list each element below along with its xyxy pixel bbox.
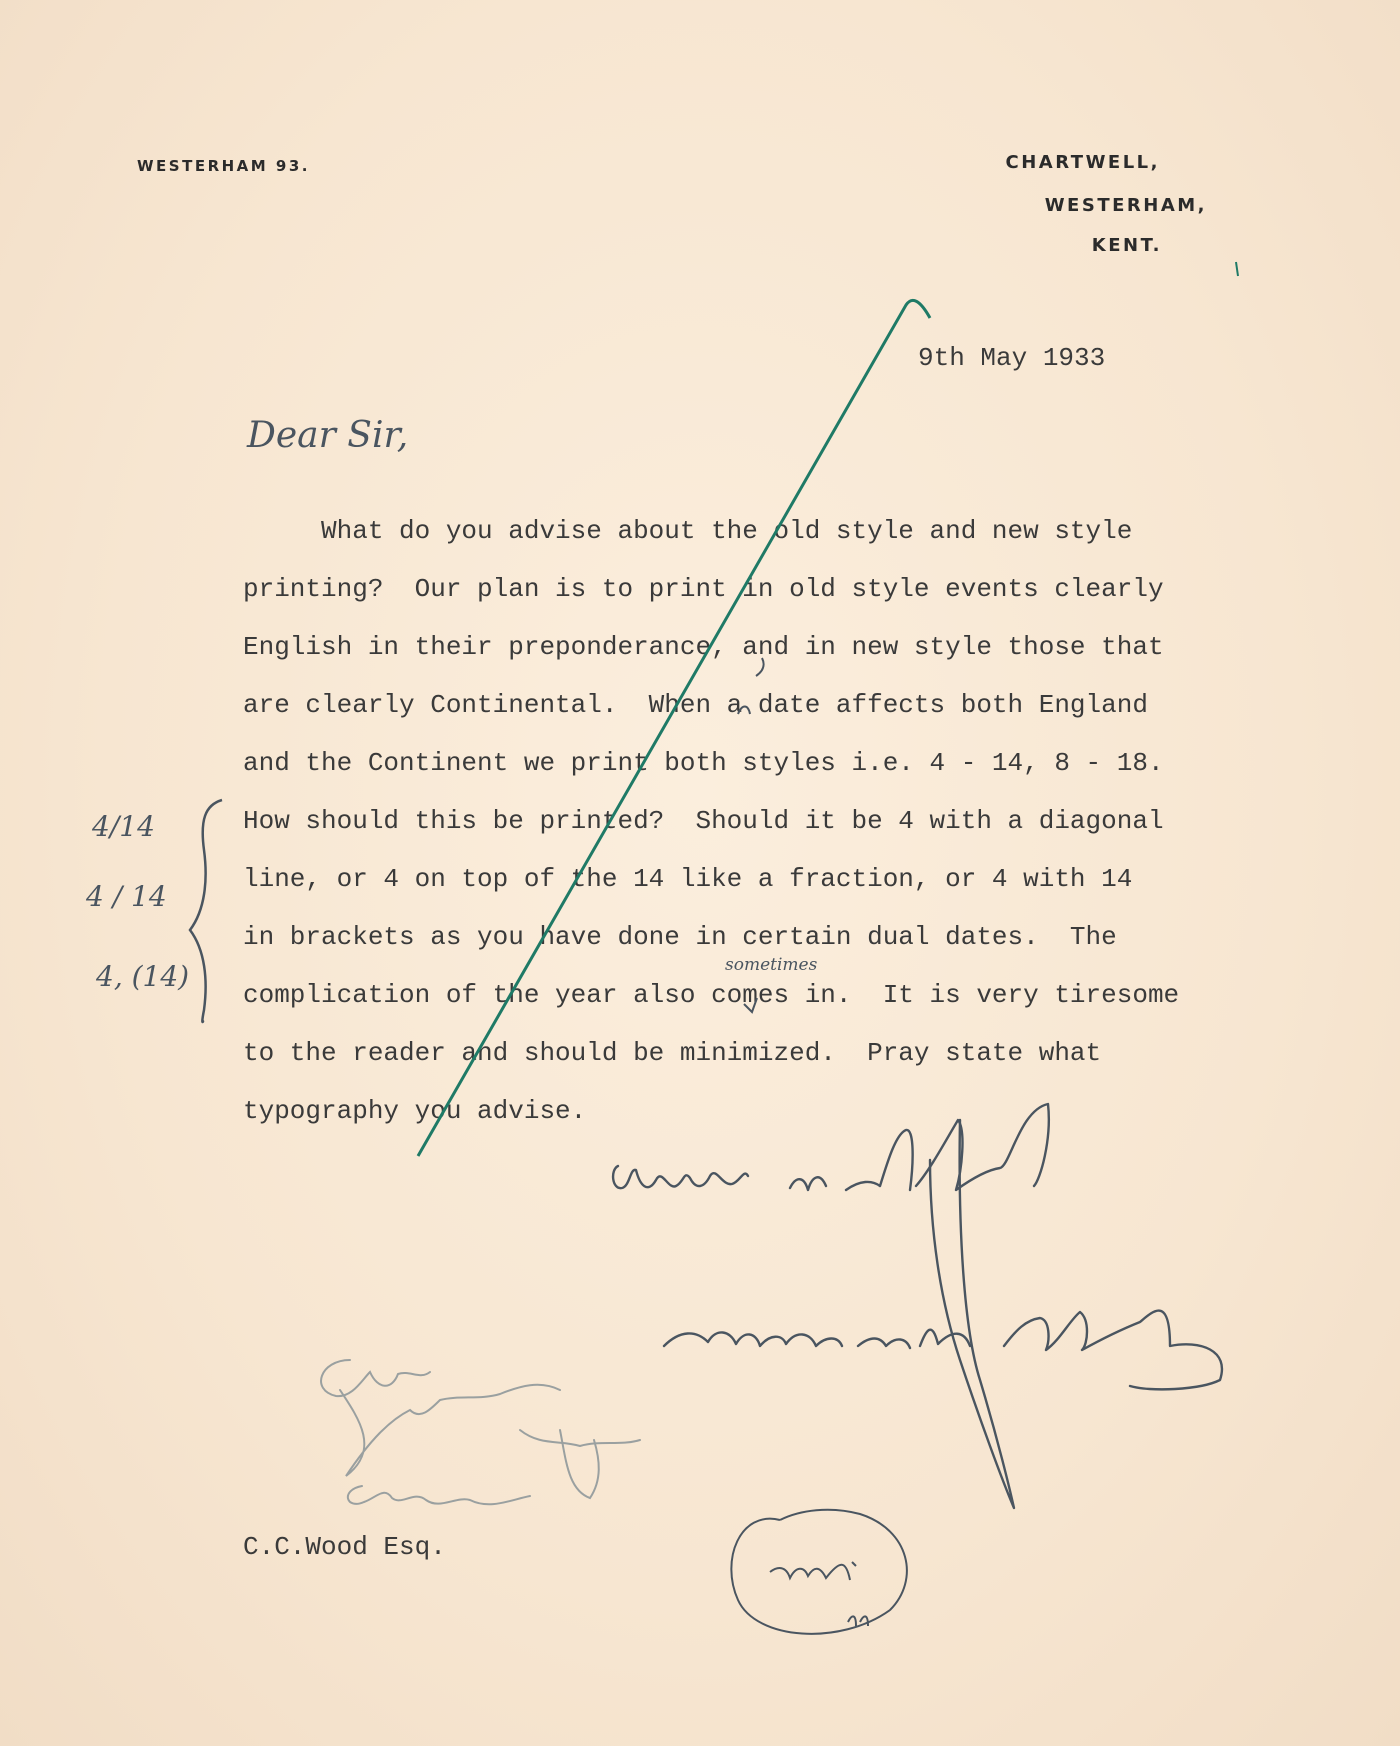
- correction-mark: [738, 707, 750, 715]
- margin-note-brackets: 4, (14): [96, 960, 190, 993]
- letterhead-phone: WESTERHAM 93.: [137, 157, 311, 175]
- body-line: in brackets as you have done in certain dual dates. The: [243, 922, 1117, 952]
- body-line: What do you advise about the old style and new style: [243, 516, 1133, 546]
- body-line: English in their preponderance, and in new style those that: [243, 632, 1164, 662]
- body-line: printing? Our plan is to print in old style events clearly: [243, 574, 1164, 604]
- letterhead-address-line-1: CHARTWELL,: [1005, 152, 1160, 173]
- body-line: are clearly Continental. When a date affects both England: [243, 690, 1148, 720]
- margin-brace: [190, 800, 222, 1022]
- letterhead-address-line-2: WESTERHAM,: [1044, 195, 1207, 216]
- margin-note-fraction: 4 / 14: [86, 880, 167, 913]
- small-mark: [1236, 262, 1238, 276]
- recipient-line: C.C.Wood Esq.: [243, 1532, 446, 1562]
- faint-pencil-notes: [321, 1360, 640, 1504]
- comma-mark: [756, 658, 764, 676]
- body-line: typography you advise.: [243, 1096, 587, 1126]
- letterhead-address-line-3: KENT.: [1091, 235, 1162, 256]
- signature: [613, 1104, 1222, 1508]
- salutation: Dear Sir,: [247, 415, 409, 456]
- insertion-caret: [744, 998, 757, 1012]
- letter-date: 9th May 1933: [918, 343, 1106, 373]
- body-line: How should this be printed? Should it be 4 with a diagonal: [243, 806, 1164, 836]
- handwritten-insertion: sometimes: [725, 955, 818, 975]
- green-strike-line: [418, 300, 930, 1156]
- body-line: and the Continent we print both styles i.e. 4 - 14, 8 - 18.: [243, 748, 1164, 778]
- body-line: to the reader and should be minimized. Pray state what: [243, 1038, 1102, 1068]
- circled-notation: [731, 1510, 907, 1634]
- margin-note-diagonal: 4/14: [92, 810, 155, 843]
- body-line: line, or 4 on top of the 14 like a fraction, or 4 with 14: [243, 864, 1133, 894]
- body-line: complication of the year also comes in. It is very tiresome: [243, 980, 1180, 1010]
